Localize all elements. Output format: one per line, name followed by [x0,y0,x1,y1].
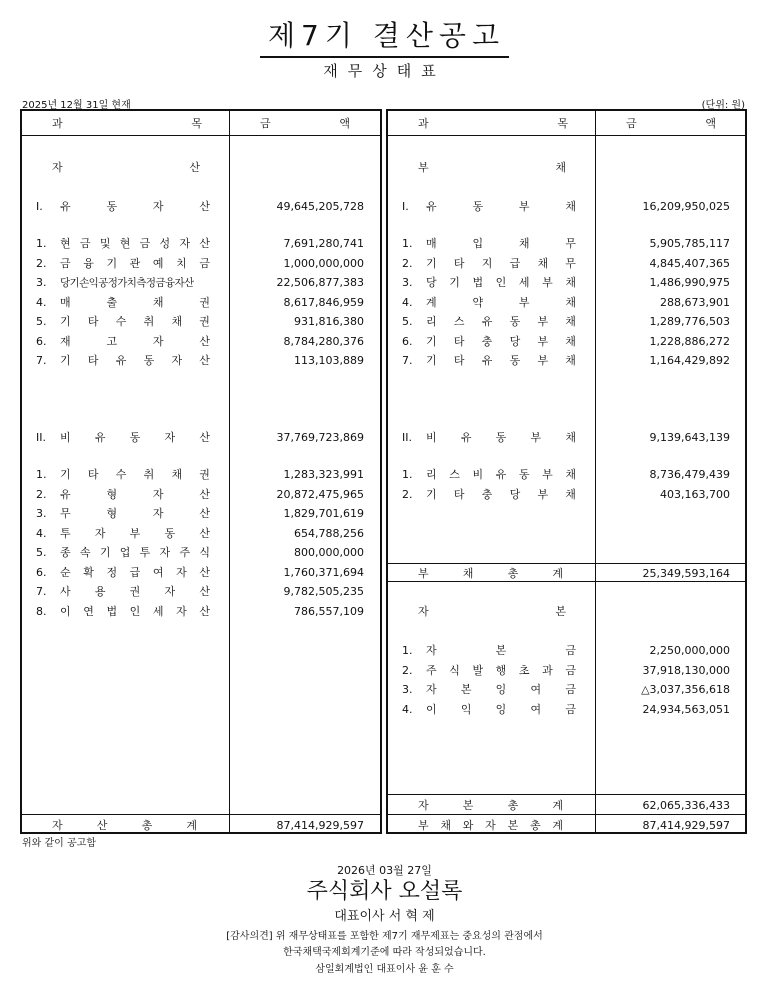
item-label: 이 연 법 인 세 자 산 [60,604,210,618]
section-index: II. [36,431,46,444]
item-index: 7. [36,585,47,598]
item-amount: 9,782,505,235 [283,585,364,598]
header-rule [388,135,745,136]
item-index: 6. [36,334,47,348]
audit-opinion-line2: 한국채택국제회계기준에 따라 작성되었습니다. [283,947,486,958]
item-index: 8. [36,604,47,618]
header-amount-part: 액 [705,117,716,130]
item-index: 5. [402,315,413,328]
item-label: 유 형 자 산 [60,487,210,501]
section-label: 유 동 자 산 [60,200,210,213]
column-divider [229,111,230,832]
item-index: 4. [36,526,47,540]
section-label: 유 동 부 채 [426,200,576,213]
item-amount: 8,617,846,959 [283,295,364,309]
header-amount-part: 액 [339,117,350,130]
item-label: 금 융 기 관 예 치 금 [60,256,210,270]
item-index: 4. [36,295,47,309]
equity-item-index: 1. [402,644,413,657]
header-amount [626,117,716,131]
auditor-signature: 삼일회계법인 대표이사 윤 훈 수 [315,964,454,975]
item-index: 5. [36,315,47,328]
item-index: 1. [402,237,413,250]
equity-heading-part: 자 [418,605,429,618]
section-label: 비 유 동 자 산 [60,431,210,444]
item-index: 1. [402,468,413,481]
item-label: 기 타 유 동 자 산 [60,354,210,367]
item-amount: 1,829,701,619 [283,507,364,520]
equity-total-amount: 62,065,336,433 [642,799,730,812]
assets-heading [52,161,200,175]
section-index: II. [402,431,412,444]
liabilities-heading [418,161,566,175]
assets-total-amount: 87,414,929,597 [276,819,364,832]
item-index: 6. [36,565,47,579]
equity-item-label: 자 본 금 [426,644,576,657]
header-account [52,117,202,131]
item-index: 4. [402,295,413,309]
header-account [418,117,568,131]
item-amount: 931,816,380 [294,315,364,328]
item-label: 순 확 정 급 여 자 산 [60,565,210,579]
liab-total-bottom-rule [388,581,745,582]
item-label: 계 약 부 채 [426,295,576,309]
item-amount: 786,557,109 [294,604,364,618]
header-amount-part: 금 [260,117,271,130]
item-index: 6. [402,334,413,348]
item-label: 매 출 채 권 [60,295,210,309]
equity-item-index: 2. [402,663,413,677]
equity-total-label: 자 본 총 계 [418,799,563,812]
grand-total-label: 부 채 와 자 본 총 계 [418,819,563,832]
statement-subtitle: 재무상태표 [323,62,446,80]
item-label: 매 입 채 무 [426,237,576,250]
item-label: 현 금 및 현 금 성 자 산 [60,237,210,250]
item-label: 리 스 비 유 동 부 채 [426,468,576,481]
item-amount: 1,486,990,975 [649,276,730,289]
notice-date: 2026년 03월 27일 [337,864,432,877]
equity-heading-part: 본 [555,605,566,618]
item-amount: 1,000,000,000 [283,256,364,270]
header-account-part: 목 [557,117,568,130]
notice-footnote: 위와 같이 공고함 [22,838,96,849]
item-index: 2. [36,487,47,501]
section-index: I. [36,200,43,213]
equity-item-label: 이 익 잉 여 금 [426,702,576,716]
item-label: 종 속 기 업 투 자 주 식 [60,546,210,559]
item-index: 5. [36,546,47,559]
total-rule [22,814,380,815]
item-amount: 800,000,000 [294,546,364,559]
item-amount: 4,845,407,365 [649,256,730,270]
liabilities-heading-part: 채 [555,161,566,174]
equity-item-label: 주 식 발 행 초 과 금 [426,663,576,677]
liab-total-label: 부 채 총 계 [418,567,563,580]
item-index: 3. [36,507,47,520]
equity-item-label: 자 본 잉 여 금 [426,683,576,696]
equity-item-amount: 37,918,130,000 [642,663,730,677]
item-index: 7. [36,354,47,367]
section-amount: 9,139,643,139 [649,431,730,444]
item-amount: 20,872,475,965 [276,487,364,501]
item-label: 기 타 수 취 채 권 [60,468,210,481]
assets-heading-part: 산 [189,161,200,174]
item-amount: 288,673,901 [660,295,730,309]
section-amount: 16,209,950,025 [642,200,730,213]
equity-item-index: 4. [402,702,413,716]
header-account-part: 목 [191,117,202,130]
item-label: 투 자 부 동 산 [60,526,210,540]
equity-item-amount: △3,037,356,618 [641,683,730,696]
header-account-part: 과 [52,117,63,130]
liabilities-heading-part: 부 [418,161,429,174]
item-label: 무 형 자 산 [60,507,210,520]
grand-total-amount: 87,414,929,597 [642,819,730,832]
assets-total-label: 자 산 총 계 [52,819,197,832]
item-amount: 22,506,877,383 [276,276,364,289]
item-amount: 1,283,323,991 [283,468,364,481]
header-amount-part: 금 [626,117,637,130]
liabilities-equity-table [386,109,747,834]
equity-heading [418,605,566,619]
item-label: 재 고 자 산 [60,334,210,348]
liab-total-top-rule [388,563,745,564]
item-label: 기 타 충 당 부 채 [426,334,576,348]
ceo-name: 대표이사 서 혁 제 [334,909,435,924]
audit-opinion-line1: [감사의견] 위 재무상태표를 포함한 제7기 재무제표는 중요성의 관점에서 [226,931,543,942]
item-amount: 5,905,785,117 [649,237,730,250]
item-amount: 7,691,280,741 [283,237,364,250]
item-amount: 403,163,700 [660,487,730,501]
equity-item-index: 3. [402,683,413,696]
unit-label: (단위: 원) [701,100,745,111]
as-of-date: 2025년 12월 31일 현재 [22,100,131,111]
item-amount: 1,760,371,694 [283,565,364,579]
item-index: 7. [402,354,413,367]
item-index: 1. [36,468,47,481]
item-label: 기 타 충 당 부 채 [426,487,576,501]
item-label: 기 타 수 취 채 권 [60,315,210,328]
item-label: 기 타 유 동 부 채 [426,354,576,367]
item-label: 당 기 법 인 세 부 채 [426,276,576,289]
header-rule [22,135,380,136]
item-label: 사 용 권 자 산 [60,585,210,598]
assets-table [20,109,382,834]
item-amount: 1,164,429,892 [649,354,730,367]
item-index: 3. [402,276,413,289]
item-amount: 8,784,280,376 [283,334,364,348]
equity-item-amount: 24,934,563,051 [642,702,730,716]
section-index: I. [402,200,409,213]
company-name: 주식회사 오설록 [306,879,463,904]
liab-total-amount: 25,349,593,164 [642,567,730,580]
item-label: 기 타 지 급 채 무 [426,256,576,270]
grand-total-rule [388,814,745,815]
item-amount: 654,788,256 [294,526,364,540]
item-index: 2. [402,487,413,501]
item-amount: 113,103,889 [294,354,364,367]
item-amount: 8,736,479,439 [649,468,730,481]
header-account-part: 과 [418,117,429,130]
item-amount: 1,289,776,503 [649,315,730,328]
item-index: 3. [36,276,47,289]
item-index: 2. [402,256,413,270]
item-index: 1. [36,237,47,250]
item-amount: 1,228,886,272 [649,334,730,348]
notice-title: 제7기 결산공고 [0,14,769,58]
item-index: 2. [36,256,47,270]
header-amount [260,117,350,131]
equity-item-amount: 2,250,000,000 [649,644,730,657]
assets-heading-part: 자 [52,161,63,174]
item-label: 당기손익공정가치측정금융자산 [60,277,194,289]
section-amount: 37,769,723,869 [276,431,364,444]
column-divider [595,111,596,832]
section-amount: 49,645,205,728 [276,200,364,213]
section-label: 비 유 동 부 채 [426,431,576,444]
item-label: 리 스 유 동 부 채 [426,315,576,328]
equity-total-top-rule [388,794,745,795]
